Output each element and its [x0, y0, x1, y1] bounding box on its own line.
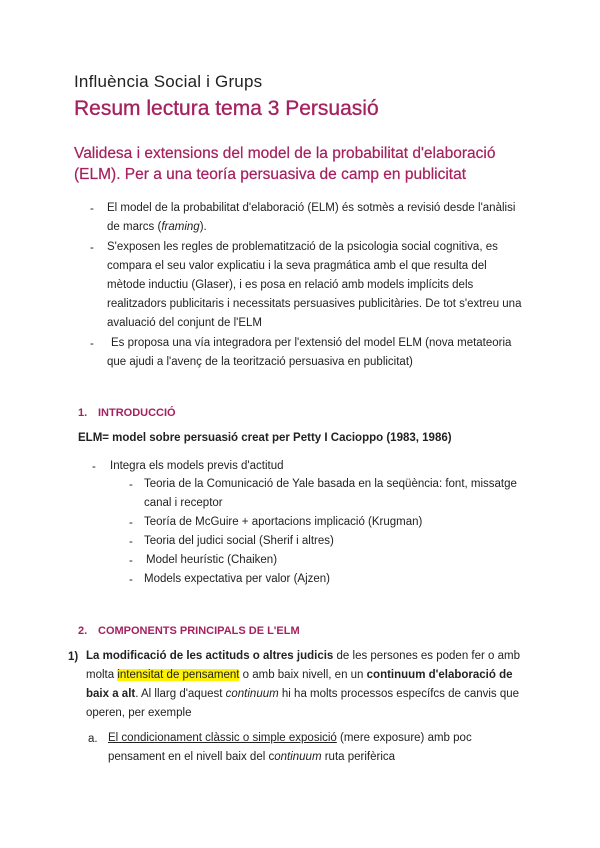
section-1-number: 1.	[78, 407, 88, 419]
highlighted-text: intensitat de pensament	[117, 669, 240, 681]
bullet-marker: -	[90, 338, 94, 350]
bullet-marker: -	[90, 203, 94, 215]
bullet-marker: -	[129, 517, 133, 529]
section-1-subitem: Teoria del judici social (Sherif i altres)	[144, 535, 334, 547]
bullet-marker: -	[129, 479, 133, 491]
section-1-subitem: Teoría de McGuire + aportacions implicació (Krugman)	[144, 516, 423, 528]
course-title: Influència Social i Grups	[74, 72, 263, 91]
section-1-heading: INTRODUCCIÓ	[98, 407, 176, 419]
sub-a-text: El condicionament clàssic o simple exposició (mere exposure) amb poc pensament en el nivell baix del continuum ruta perifèrica	[108, 732, 472, 763]
bullet-marker: -	[129, 574, 133, 586]
point-1-text: La modificació de les actituds o altres judicis de les persones es poden fer o amb molta intensitat de pensament o amb baix nivell, en un continuum d'elaboració de baix a alt. Al llarg d'aquest continuum hi ha molts processos específcs de canvis que operen, per exemple	[86, 650, 521, 719]
bullet-marker: -	[92, 461, 96, 473]
section-1-subitem: Models expectativa per valor (Ajzen)	[144, 573, 330, 585]
section-2-heading: COMPONENTS PRINCIPALS DE L'ELM	[98, 625, 300, 637]
section-1-item: Integra els models previs d'actitud	[110, 460, 284, 472]
document-title: Resum lectura tema 3 Persuasió	[74, 97, 379, 120]
intro-bullet-3: Es proposa una vía integradora per l'extensió del model ELM (nova metateoria que ajudi a l'avenç de la teorització persuasiva en publicitat)	[107, 337, 512, 368]
point-1-number: 1)	[68, 651, 79, 663]
section-1-subitem: Teoria de la Comunicació de Yale basada en la seqüència: font, missatge canal i receptor	[144, 478, 517, 509]
section-1-subitem: Model heurístic (Chaiken)	[146, 554, 278, 566]
bullet-marker: -	[90, 242, 94, 254]
intro-bullet-2: S'exposen les regles de problematització de la psicologia social cognitiva, es compara el seu valor explicatiu i la seva pragmática amb el que resulta del mètode inductiu (Glaser), i es posa en relació amb models implícits dels realitzadors publicitaris i necessitats persuasives publicitàries. De tot s'extreu una avaluació del conjunt de l'ELM	[107, 241, 522, 329]
sub-a-letter: a.	[88, 733, 98, 745]
bullet-marker: -	[129, 555, 133, 567]
intro-bullet-1: El model de la probabilitat d'elaboració (ELM) és sotmès a revisió desde l'anàlisi de marcs (framing).	[107, 202, 516, 233]
bullet-marker: -	[129, 536, 133, 548]
document-subtitle: Validesa i extensions del model de la probabilitat d'elaboració (ELM). Per a una teoría persuasiva de camp en publicitat	[74, 145, 496, 183]
elm-definition: ELM= model sobre persuasió creat per Petty I Cacioppo (1983, 1986)	[78, 432, 452, 444]
section-2-number: 2.	[78, 625, 88, 637]
